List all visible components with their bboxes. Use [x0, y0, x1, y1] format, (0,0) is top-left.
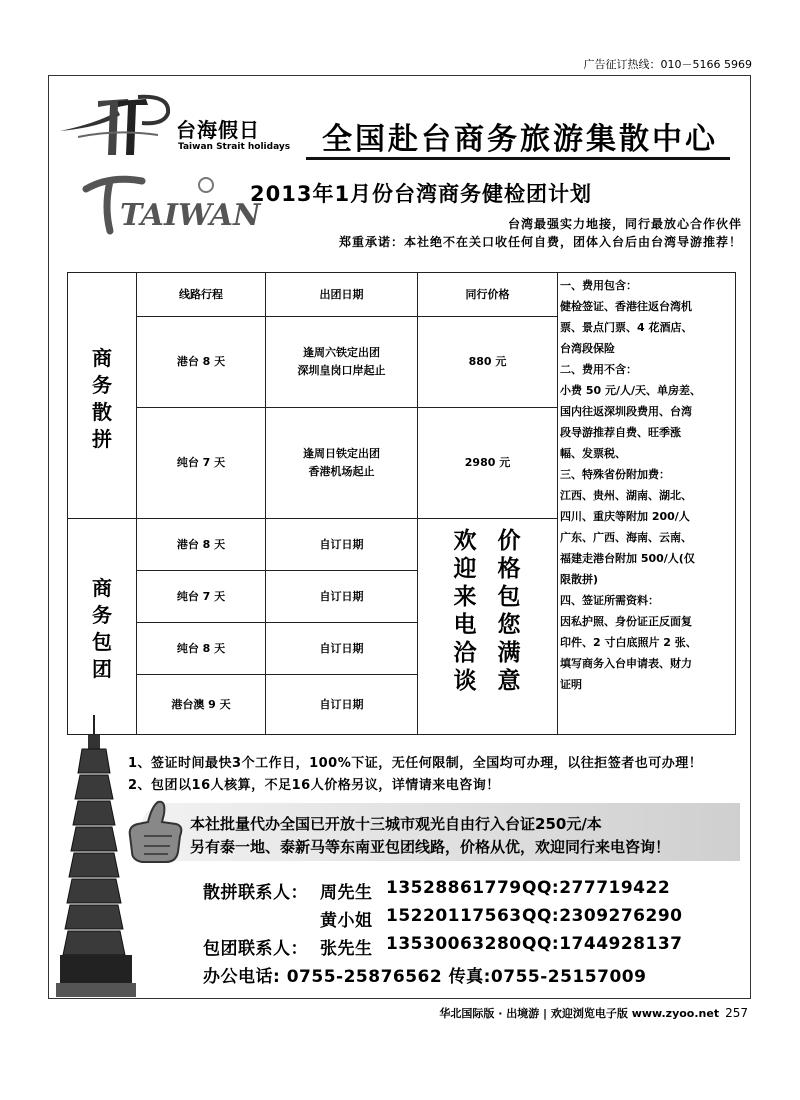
contact-name: 黄小姐 [320, 911, 373, 931]
date-line: 逢周日铁定出团 [303, 447, 380, 460]
banner-line: 本社批量代办全国已开放十三城市观光自由行入台证250元/本 [190, 815, 602, 833]
row-route: 纯台 7 天 [137, 571, 266, 623]
note-line: 填写商务入台申请表、财力 [560, 657, 692, 670]
row-date [266, 317, 418, 408]
header-price: 同行价格 [418, 273, 558, 317]
note-line: 四川、重庆等附加 200/人 [560, 510, 690, 523]
row-price: 2980 元 [418, 408, 558, 519]
contact-name: 张先生 [320, 939, 373, 959]
note-line: 四、签证所需资料： [560, 594, 659, 607]
note-line: 台湾段保险 [560, 342, 615, 355]
header-date: 出团日期 [266, 273, 418, 317]
footer-text: 华北国际版 · 出境游 | 欢迎浏览电子版 www.zyoo.net [439, 1007, 720, 1020]
row-route: 港台 8 天 [137, 519, 266, 571]
row-date: 自订日期 [266, 519, 418, 571]
note-line: 限散拼) [560, 573, 599, 586]
note-line: 幅、发票税、 [560, 447, 626, 460]
note-line: 健检签证、香港往返台湾机 [560, 300, 692, 313]
contact-phone: 13528861779 [386, 878, 522, 898]
taiwan-logo-text: TAIWAN [120, 198, 261, 233]
office-phone-fax: 办公电话: 0755-25876562 传真:0755-25157009 [203, 967, 647, 987]
row-date: 自订日期 [266, 675, 418, 734]
contact-qq: QQ:2309276290 [522, 906, 683, 926]
note-line: 因私护照、身份证正反面复 [560, 615, 692, 628]
row-price: 880 元 [418, 317, 558, 408]
row-date [266, 408, 418, 519]
plan-title: 2013年1月份台湾商务健检团计划 [250, 182, 593, 206]
contact-qq: QQ:277719422 [522, 878, 671, 898]
date-line: 深圳皇岗口岸起止 [297, 364, 386, 377]
note-line: 福建走港台附加 500/人(仅 [560, 552, 695, 565]
contact-qq: QQ:1744928137 [522, 934, 683, 954]
brand-logo-icon [58, 93, 178, 163]
date-line: 香港机场起止 [308, 465, 375, 478]
thumbs-up-icon [124, 796, 186, 870]
header-route: 线路行程 [137, 273, 266, 317]
note-line: 票、景点门票、4 花酒店、 [560, 321, 693, 334]
group1-label: 商务散拼 [92, 346, 112, 451]
note-line: 二、费用不含： [560, 363, 637, 376]
note-line: 国内往返深圳段费用、台湾 [560, 405, 692, 418]
taiwan-calligraphy-logo [80, 167, 261, 239]
promise: 郑重承诺：本社绝不在关口收任何自费，团体入台后由台湾导游推荐！ [338, 235, 742, 249]
note-line: 段导游推荐自费、旺季涨 [560, 426, 681, 439]
headline: 全国赴台商务旅游集散中心 [322, 122, 718, 157]
brand-name-cn: 台海假日 [176, 118, 260, 142]
note-line: 广东、广西、海南、云南、 [560, 531, 692, 544]
welcome-cell [418, 519, 558, 734]
contact-name: 周先生 [320, 883, 373, 903]
fee-notes [560, 275, 732, 695]
row-route: 纯台 7 天 [137, 408, 266, 519]
banner-line: 另有泰一地、泰新马等东南亚包团线路，价格从优，欢迎同行来电咨询！ [190, 838, 671, 856]
headline-rule [306, 157, 730, 160]
row-route: 港台澳 9 天 [137, 675, 266, 734]
welcome-text-col1: 欢迎来电洽谈 [453, 528, 477, 694]
row-date: 自订日期 [266, 571, 418, 623]
sanpin-contact-label: 散拼联系人： [203, 883, 308, 903]
group2-label: 商务包团 [92, 576, 112, 681]
welcome-text-col2: 价格包您满意 [497, 528, 521, 694]
date-line: 逢周六铁定出团 [303, 346, 380, 359]
slogan: 台湾最强实力地接，同行最放心合作伙伴 [507, 217, 742, 231]
row-route: 港台 8 天 [137, 317, 266, 408]
pricing-table [67, 272, 736, 735]
page-footer [439, 1005, 748, 1021]
page-number: 257 [725, 1006, 748, 1020]
note-line: 一、费用包含： [560, 279, 637, 292]
notice-line: 2、包团以16人核算，不足16人价格另议，详情请来电咨询！ [128, 778, 500, 793]
note-line: 印件、2 寸白底照片 2 张、 [560, 636, 697, 649]
baotuan-contact-label: 包团联系人： [203, 939, 308, 959]
ad-hotline: 广告征订热线：010－5166 5969 [583, 58, 752, 71]
row-date: 自订日期 [266, 623, 418, 675]
note-line: 江西、贵州、湖南、湖北、 [560, 489, 692, 502]
note-line: 证明 [560, 678, 582, 691]
contact-phone: 13530063280 [386, 934, 522, 954]
note-line: 小费 50 元/人/天、单房差、 [560, 384, 702, 397]
brand-name-en: Taiwan Strait holidays [178, 142, 291, 152]
note-line: 三、特殊省份附加费： [560, 468, 670, 481]
row-route: 纯台 8 天 [137, 623, 266, 675]
contact-phone: 15220117563 [386, 906, 522, 926]
notice-line: 1、签证时间最快3个工作日，100%下证，无任何限制，全国均可办理，以往拒签者也可办理！ [128, 756, 703, 771]
